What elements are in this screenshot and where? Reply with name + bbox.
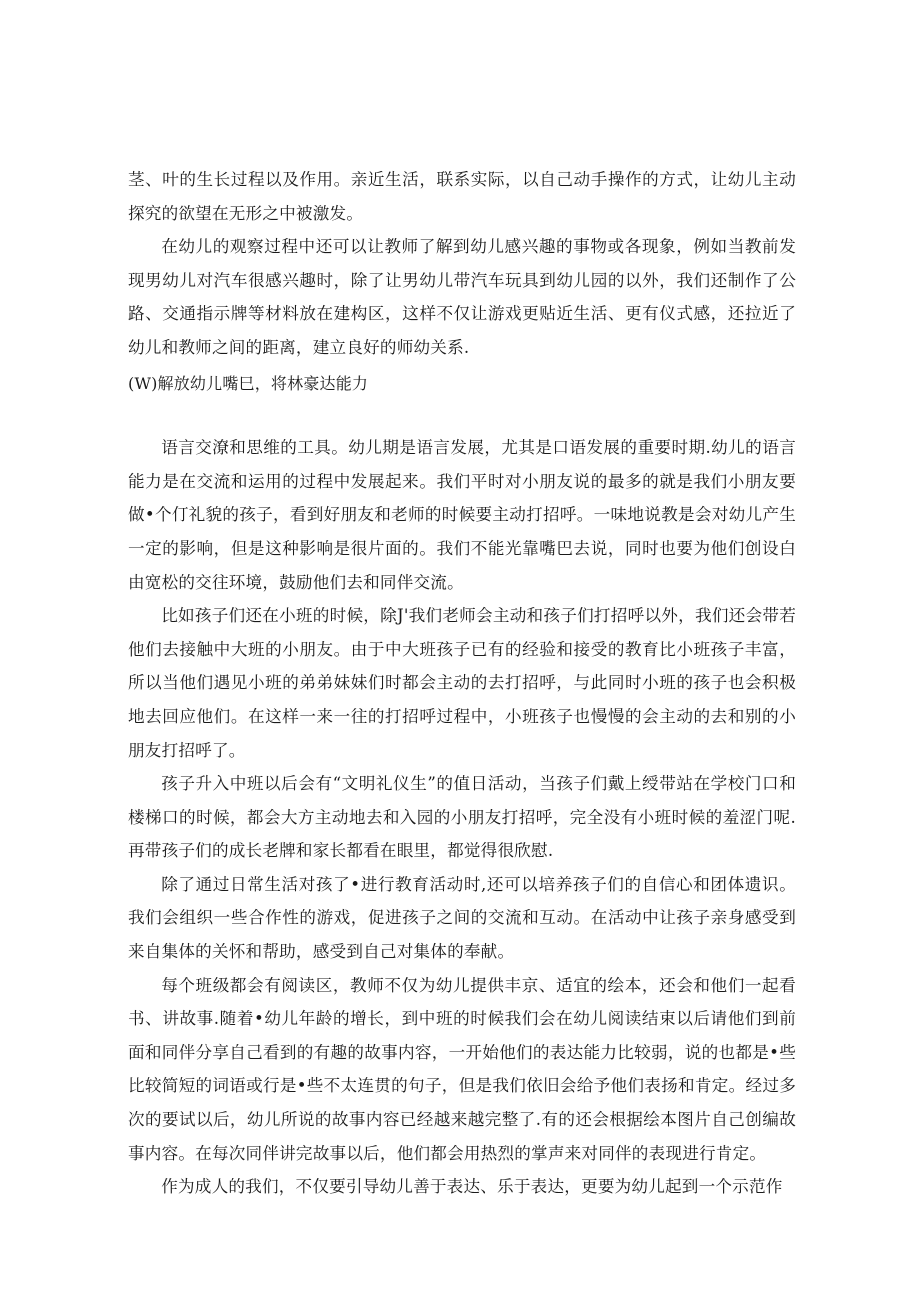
section-heading: (W)解放幼儿嘴巳，将林豪达能力 bbox=[128, 373, 369, 393]
paragraph: 每个班级都会有阅读区，教师不仅为幼儿提供丰京、适宜的绘本，还会和他们一起看书、讲故事.随着•幼儿年龄的增长，到中班的时候我们会在幼儿阅读结束以后请他们到前面和同伴分享自己看到的有趣的故事内容，一开始他们的表达能力比较弱，说的也都是•些比较简短的词语或行是•些不太连贯的句子，但是我们依旧会给予他们表扬和肯定。经过多次的要试以后，幼儿所说的故事内容已经越来越完整了.有的还会根据绘本图片自己创编故事内容。在每次同伴讲完故事以后，他们都会用热烈的掌声来对同伴的表现进行肯定。 bbox=[128, 975, 796, 1163]
document-body bbox=[128, 163, 796, 1204]
paragraph: 语言交潦和思维的工具。幼儿期是语言发展，尤其是口语发展的重要时期.幼儿的语言能力是在交流和运用的过程中发展起来。我们平时对小朋友说的最多的就是我们小朋友要做•个仃礼貌的孩子，看到好朋友和老师的时候要主动打招呼。一味地说教是会对幼儿产生一定的影响，但是这种影响是很片面的。我们不能光靠嘴巴去说，同时也要为他们创设白由宽松的交往环境，鼓励他们去和同伴交流。 bbox=[128, 438, 796, 592]
paragraph-continuation: 茎、叶的生长过程以及作用。亲近生活，联系实际，以自己动手操作的方式，让幼儿主动探究的欲望在无形之中被激发。 bbox=[128, 170, 796, 223]
paragraph: 比如孩子们还在小班的时候，除J'我们老师会主动和孩子们打招呼以外，我们还会带若他们去接触中大班的小朋友。由于中大班孩子已有的经验和接受的教育比小班孩子丰富，所以当他们遇见小班的弟弟妹妹们时都会主动的去打招呼，与此同时小班的孩子也会积极地去回应他们。在这样一来一往的打招呼过程中，小班孩子也慢慢的会主动的去和别的小朋友打招呼了。 bbox=[128, 606, 796, 760]
paragraph: 在幼儿的观察过程中还可以让教师了解到幼儿感兴趣的事物或各现象，例如当教前发现男幼儿对汽车很感兴趣时，除了让男幼儿带汽车玩具到幼儿园的以外，我们还制作了公路、交通指示牌等材料放在建构区，这样不仅让游戏更贴近生活、更有仪式感，还拉近了幼儿和教师之间的距离，建立良好的师幼关系. bbox=[128, 237, 796, 357]
paragraph-truncated: 作为成人的我们，不仅要引导幼儿善于表达、乐于表达，更要为幼儿起到一个示范作 bbox=[161, 1177, 783, 1197]
paragraph: 除了通过日常生活对孩了•进行教育活动时,还可以培养孩子们的自信心和团体遗识。我们会组织一些合作性的游戏，促进孩子之间的交流和互动。在活动中让孩子亲身感受到来自集体的关怀和帮助，感受到自己对集体的奉献。 bbox=[128, 874, 796, 962]
paragraph: 孩子升入中班以后会有“文明礼仪生”的值日活动，当孩子们戴上绶带站在学校门口和楼梯口的时候，都会大方主动地去和入园的小朋友打招呼，完全没有小班时候的羞涩门呢.再带孩子们的成长老牌和家长都看在眼里，都觉得很欣慰. bbox=[128, 774, 796, 861]
section-spacer bbox=[128, 400, 796, 431]
